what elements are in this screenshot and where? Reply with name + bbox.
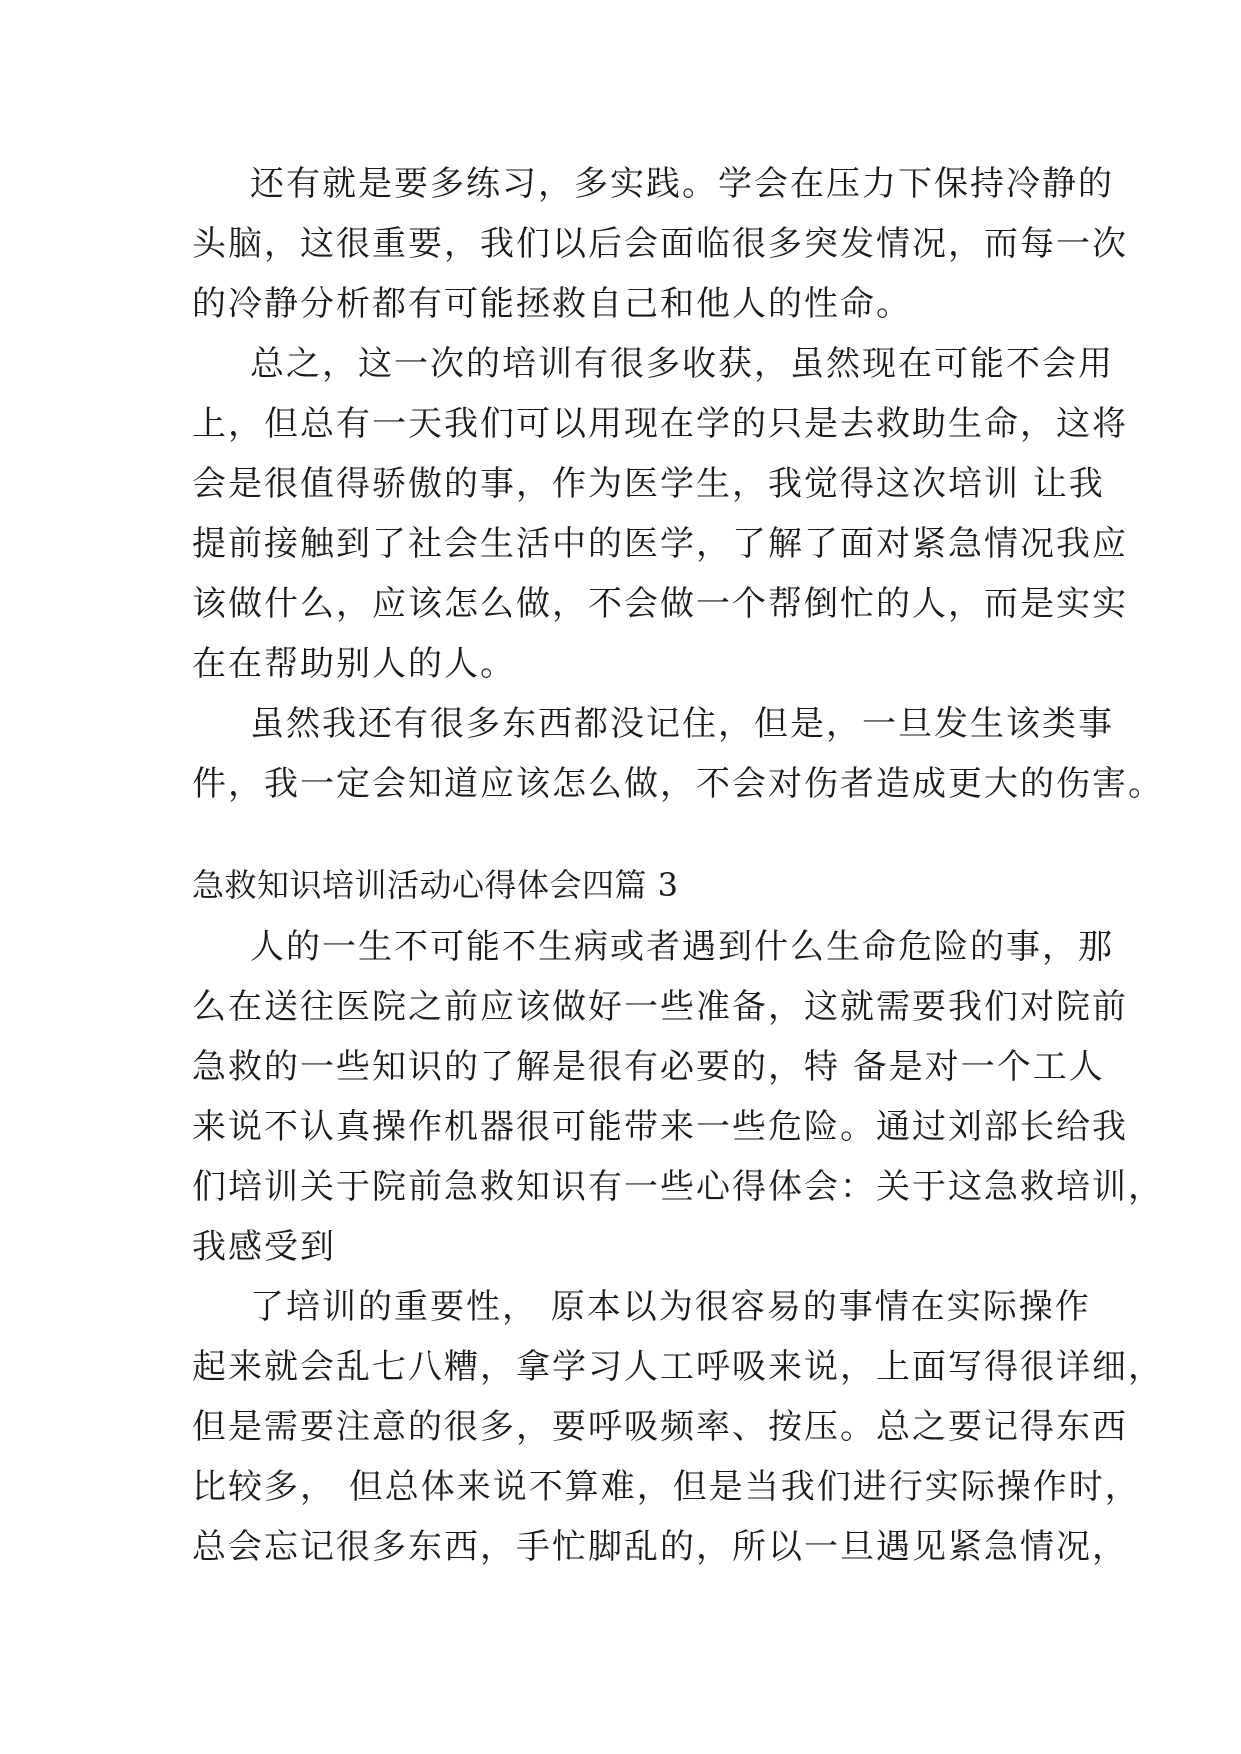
paragraph-4-line-6: 我感受到 (192, 1227, 336, 1267)
paragraph-4-line-2: 么在送往医院之前应该做好一些准备，这就需要我们对院前 (192, 987, 1128, 1027)
paragraph-2-line-2: 上，但总有一天我们可以用现在学的只是去救助生命，这将 (192, 404, 1128, 444)
section-heading: 急救知识培训活动心得体会四篇 3 (192, 866, 679, 904)
paragraph-2-line-5: 该做什么，应该怎么做，不会做一个帮倒忙的人，而是实实 (192, 584, 1128, 624)
paragraph-5-line-1: 了培训的重要性， 原本以为很容易的事情在实际操作 (250, 1287, 1091, 1327)
paragraph-4-line-4: 来说不认真操作机器很可能带来一些危险。通过刘部长给我 (192, 1107, 1128, 1147)
paragraph-4-line-3: 急救的一些知识的了解是很有必要的，特 备是对一个工人 (192, 1047, 1105, 1087)
paragraph-4-line-1: 人的一生不可能不生病或者遇到什么生命危险的事，那 (250, 927, 1114, 967)
paragraph-1-line-3: 的冷静分析都有可能拯救自己和他人的性命。 (192, 284, 912, 324)
paragraph-2-line-6: 在在帮助别人的人。 (192, 644, 516, 684)
paragraph-3-line-1: 虽然我还有很多东西都没记住，但是，一旦发生该类事 (250, 704, 1114, 744)
paragraph-1-line-1: 还有就是要多练习，多实践。学会在压力下保持冷静的 (250, 164, 1114, 204)
paragraph-3-line-2: 件，我一定会知道应该怎么做，不会对伤者造成更大的伤害。 (192, 764, 1164, 804)
paragraph-2-line-3: 会是很值得骄傲的事，作为医学生，我觉得这次培训 让我 (192, 464, 1105, 504)
paragraph-4-line-5: 们培训关于院前急救知识有一些心得体会：关于这急救培训， (192, 1167, 1164, 1207)
paragraph-2-line-1: 总之，这一次的培训有很多收获，虽然现在可能不会用 (250, 344, 1114, 384)
paragraph-5-line-3: 但是需要注意的很多，要呼吸频率、按压。总之要记得东西 (192, 1407, 1128, 1447)
paragraph-5-line-5: 总会忘记很多东西，手忙脚乱的，所以一旦遇见紧急情况， (192, 1527, 1128, 1567)
paragraph-1-line-2: 头脑，这很重要，我们以后会面临很多突发情况，而每一次 (192, 224, 1128, 264)
paragraph-2-line-4: 提前接触到了社会生活中的医学，了解了面对紧急情况我应 (192, 524, 1128, 564)
paragraph-5-line-2: 起来就会乱七八糟，拿学习人工呼吸来说，上面写得很详细， (192, 1347, 1164, 1387)
paragraph-5-line-4: 比较多， 但总体来说不算难，但是当我们进行实际操作时， (192, 1467, 1141, 1507)
